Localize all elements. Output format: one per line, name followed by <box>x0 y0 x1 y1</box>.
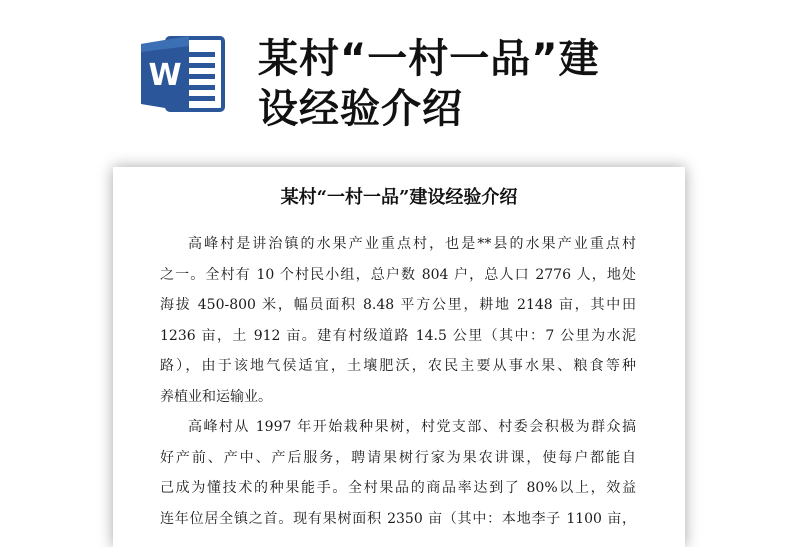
paragraph-line: 高峰村是讲治镇的水果产业重点村，也是**县的水果产业重点村 <box>188 236 636 252</box>
paragraph-line: 养植业和运输业。 <box>160 388 272 405</box>
header-title-line2: 设经验介绍 <box>258 86 463 132</box>
header-banner <box>0 0 800 160</box>
document-title: 某村“一村一品”建设经验介绍 <box>280 187 518 208</box>
paragraph-line: 好产前、产中、产后服务，聘请果树行家为果农讲课，使每户都能自 <box>160 449 636 466</box>
paragraph-line: 之一。全村有 10 个村民小组，总户数 804 户，总人口 2776 人，地处 <box>160 266 636 283</box>
paragraph-line: 高峰村从 1997 年开始栽种果树，村党支部、村委会积极为群众搞 <box>188 419 636 435</box>
document-body <box>160 229 636 534</box>
document-page-preview <box>113 167 685 547</box>
paragraph-line: 己成为懂技术的种果能手。全村果品的商品率达到了 80%以上，效益 <box>160 480 636 496</box>
paragraph-2 <box>160 412 636 534</box>
paragraph-line: 1236 亩，土 912 亩。建有村级道路 14.5 公里（其中：7 公里为水泥 <box>160 327 636 344</box>
paragraph-line: 连年位居全镇之首。现有果树面积 2350 亩（其中：本地李子 1100 亩， <box>160 510 636 527</box>
paragraph-1 <box>160 229 636 412</box>
header-title <box>258 34 698 134</box>
word-document-icon <box>137 32 227 116</box>
paragraph-line: 海拔 450-800 米，幅员面积 8.48 平方公里，耕地 2148 亩，其中田 <box>160 297 636 313</box>
paragraph-line: 路），由于该地气侯适宜，土壤肥沃，农民主要从事水果、粮食等种 <box>160 358 636 374</box>
header-title-line1: 某村“一村一品”建 <box>258 36 600 82</box>
svg-text:W: W <box>148 58 182 93</box>
